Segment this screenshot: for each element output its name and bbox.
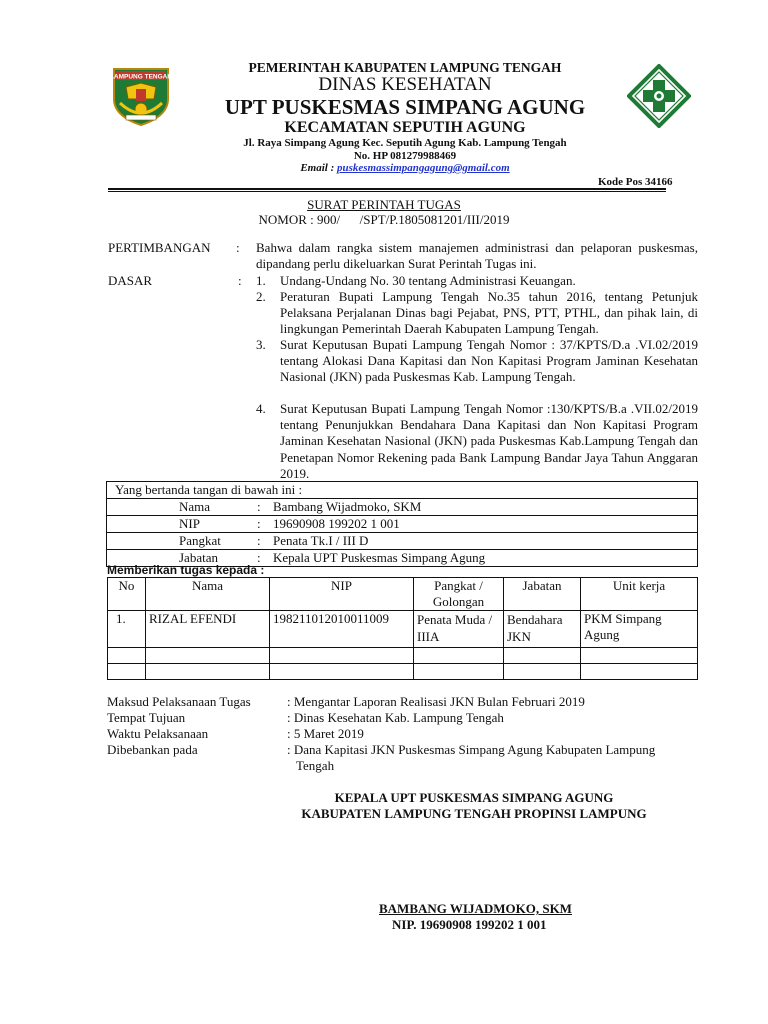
header-dinas: DINAS KESEHATAN [318, 74, 492, 95]
dasar-item-4-text: Surat Keputusan Bupati Lampung Tengah Nomor :130/KPTS/B.a .VII.02/2019 tentang Penunjukkan Bendahara Dana Kapitasi dan Non Kapitasi Program Jaminan Kesehatan Nasional (JKN) pada Puskesmas Kab.Lampung Tengah dan Penetapan Nomor Rekening pada Bank Lampung Bandar Jaya Tahun Anggaran 2019. [280, 401, 698, 481]
cell-no [108, 664, 146, 680]
cell-unit-kerja: PKM Simpang Agung [581, 611, 698, 648]
signer-name-label: Nama [107, 499, 255, 516]
header-government: PEMERINTAH KABUPATEN LAMPUNG TENGAH [248, 60, 562, 75]
cell-jabatan [504, 648, 581, 664]
dasar-item-1-text: Undang-Undang No. 30 tentang Administrasi Keuangan. [280, 273, 576, 288]
signer-jabatan-colon: : [254, 550, 270, 567]
cell-pangkat: Penata Muda / IIIA [414, 611, 504, 648]
cell-jabatan: Bendahara JKN [504, 611, 581, 648]
header-kecamatan: KECAMATAN SEPUTIH AGUNG [284, 119, 526, 136]
detail-maksud-label: Maksud Pelaksanaan Tugas [107, 694, 251, 709]
col-header-nama: Nama [146, 578, 270, 611]
header-phone: No. HP 081279988469 [353, 150, 457, 162]
detail-waktu-value: : 5 Maret 2019 [287, 726, 364, 741]
pertimbangan-text: Bahwa dalam rangka sistem manajemen administrasi dan pelaporan puskesmas, dipandang perlu dikeluarkan Surat Perintah Tugas ini. [256, 240, 698, 272]
cell-unit-kerja [581, 664, 698, 680]
pertimbangan-label: PERTIMBANGAN [108, 240, 211, 255]
header-puskesmas: UPT PUSKESMAS SIMPANG AGUNG [224, 95, 586, 119]
cell-no [108, 648, 146, 664]
signer-pangkat-colon: : [254, 533, 270, 550]
col-header-jabatan: Jabatan [504, 578, 581, 611]
email-label: Email : [300, 162, 337, 174]
signer-nip-label: NIP [107, 516, 255, 533]
table-row [108, 611, 698, 648]
dasar-item-2-text: Peraturan Bupati Lampung Tengah No.35 tahun 2016, tentang Petunjuk Pelaksana Perjalanan Dinas bagi Pejabat, PNS, PTT, PTHL, dan pihak lain, di lingkungan Pemerintah Daerah Kabupaten Lampung Tengah. [280, 289, 698, 337]
cell-pangkat [414, 648, 504, 664]
cell-jabatan [504, 664, 581, 680]
signer-nip-value: 19690908 199202 1 001 [270, 516, 698, 533]
cell-nama: RIZAL EFENDI [146, 611, 270, 648]
dasar-item-3-num: 3. [256, 337, 266, 352]
detail-maksud-value: : Mengantar Laporan Realisasi JKN Bulan Februari 2019 [287, 694, 585, 709]
puskesmas-cross-logo [627, 64, 691, 128]
col-header-pangkat: Pangkat / Golongan [414, 578, 504, 611]
signer-name-colon: : [254, 499, 270, 516]
dasar-item-4-num: 4. [256, 401, 266, 416]
signer-jabatan-value: Kepala UPT Puskesmas Simpang Agung [270, 550, 698, 567]
signature-title-1: KEPALA UPT PUSKESMAS SIMPANG AGUNG [334, 790, 614, 805]
assignment-table [107, 577, 698, 680]
cell-nip [270, 648, 414, 664]
header-divider [108, 188, 666, 190]
detail-waktu-label: Waktu Pelaksanaan [107, 726, 209, 741]
letter-number: NOMOR : 900/ /SPT/P.1805081201/III/2019 [258, 212, 510, 227]
table-row [108, 648, 698, 664]
header-divider-thin [108, 191, 666, 192]
cell-nama [146, 664, 270, 680]
detail-dibebankan-label: Dibebankan pada [107, 742, 198, 757]
lampung-tengah-crest-logo [108, 65, 174, 127]
pertimbangan-colon: : [236, 240, 240, 255]
kode-pos: Kode Pos 34166 [598, 176, 673, 188]
signer-intro: Yang bertanda tangan di bawah ini : [107, 482, 698, 499]
signer-pangkat-label: Pangkat [107, 533, 255, 550]
signatory-nip: NIP. 19690908 199202 1 001 [392, 917, 547, 932]
cell-pangkat [414, 664, 504, 680]
col-header-nip: NIP [270, 578, 414, 611]
detail-tempat-value: : Dinas Kesehatan Kab. Lampung Tengah [287, 710, 504, 725]
letter-title: SURAT PERINTAH TUGAS [307, 197, 461, 212]
dasar-item-3-text: Surat Keputusan Bupati Lampung Tengah Nomor : 37/KPTS/D.a .VI.02/2019 tentang Alokasi Dana Kapitasi dan Non Kapitasi Program Jaminan Kesehatan Nasional (JKN) pada Puskesmas Kab. Lampung Tengah. [280, 337, 698, 385]
signer-name-value: Bambang Wijadmoko, SKM [270, 499, 698, 516]
dasar-colon: : [238, 273, 242, 288]
header-email-line [200, 162, 610, 174]
cell-nip [270, 664, 414, 680]
cell-unit-kerja [581, 648, 698, 664]
cell-no: 1. [108, 611, 146, 648]
cell-nama [146, 648, 270, 664]
dasar-item-2-num: 2. [256, 289, 266, 304]
signatory-name: BAMBANG WIJADMOKO, SKM [379, 901, 572, 916]
signer-nip-colon: : [254, 516, 270, 533]
signer-pangkat-value: Penata Tk.I / III D [270, 533, 698, 550]
cell-nip: 198211012010011009 [270, 611, 414, 648]
assign-label: Memberikan tugas kepada : [107, 563, 265, 577]
signer-info-table [106, 481, 698, 567]
table-row [108, 664, 698, 680]
signer-jabatan-label: Jabatan [107, 550, 255, 567]
detail-tempat-label: Tempat Tujuan [107, 710, 186, 725]
crest-logo-text: LAMPUNG TENGAH [109, 73, 173, 81]
signature-title-2: KABUPATEN LAMPUNG TENGAH PROPINSI LAMPUNG [301, 806, 647, 821]
detail-dibebankan-value-cont: Tengah [296, 758, 335, 773]
dasar-item-1-num: 1. [256, 273, 266, 288]
email-link[interactable]: puskesmassimpangagung@gmail.com [337, 162, 510, 174]
header-address: Jl. Raya Simpang Agung Kec. Seputih Agung Kab. Lampung Tengah [243, 137, 567, 149]
col-header-unit-kerja: Unit kerja [581, 578, 698, 611]
dasar-label: DASAR [108, 273, 153, 288]
col-header-no: No [108, 578, 146, 611]
detail-dibebankan-value: : Dana Kapitasi JKN Puskesmas Simpang Agung Kabupaten Lampung [287, 742, 656, 757]
